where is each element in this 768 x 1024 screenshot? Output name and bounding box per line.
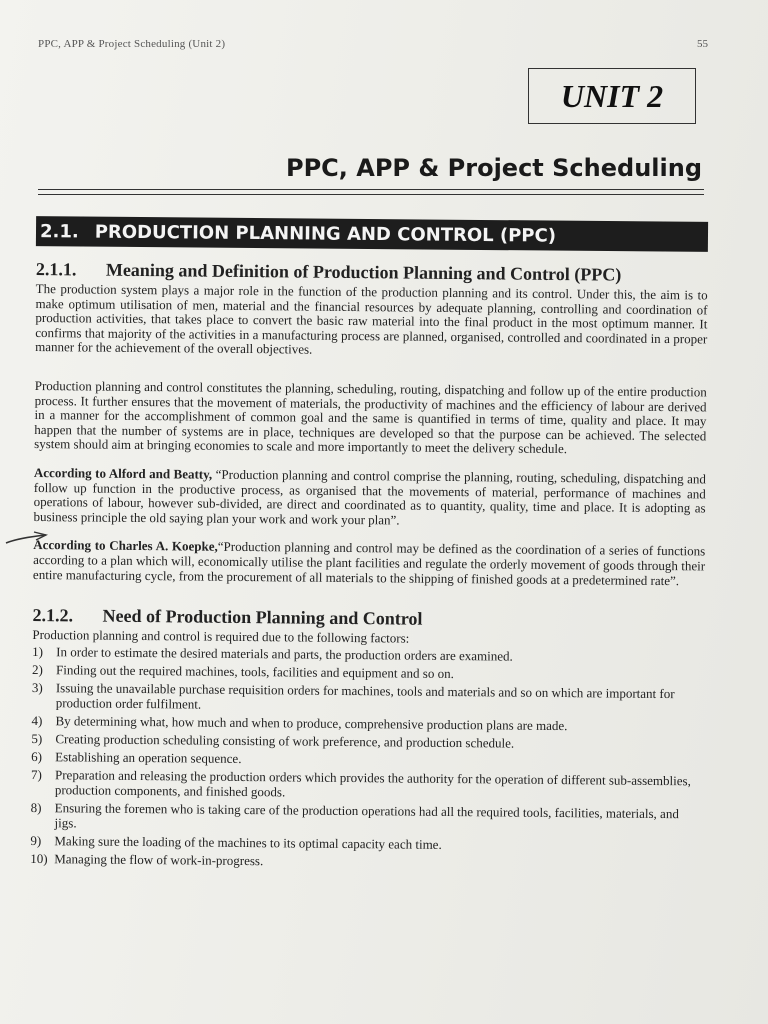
- list-item-number: 8): [30, 800, 42, 816]
- list-item-number: 9): [30, 832, 42, 849]
- list-item-text: Managing the flow of work-in-progress.: [54, 851, 264, 869]
- list-item-text: Establishing an operation sequence.: [55, 749, 242, 767]
- subsection-title-1: Meaning and Definition of Production Planning and Control (PPC): [105, 259, 622, 285]
- list-item-text: In order to estimate the desired materials and parts, the production orders are examined.: [56, 643, 513, 664]
- list-item-number: 7): [30, 767, 42, 783]
- list-item-number: 4): [31, 712, 43, 728]
- section-heading-bar: [36, 216, 708, 252]
- list-item: [30, 852, 702, 873]
- list-item-number: 5): [31, 731, 43, 747]
- unit-label-box: [528, 68, 696, 124]
- quote-alford-beatty-text: “Production planning and control comprise the planning, routing, scheduling, dispatching and follow up function in the productive process, as organised that the movements of material, performance of machines and operations of labour, however sub-divided, are direct and coordinated as to quantity, quality, time and place. It is adopting as business principle the old saying plan your work and work your plan”.: [33, 466, 706, 528]
- quote-alford-beatty: [33, 466, 706, 531]
- list-item-number: 1): [32, 643, 44, 659]
- list-item-text: Preparation and releasing the production orders which provides the authority for the operation of different sub-assemblies, production components, and finished goods.: [54, 767, 691, 800]
- list-item: [31, 801, 703, 837]
- quote-koepke-text: “Production planning and control may be defined as the coordination of a series of functions according to a plan which will, economically utilise the plant facilities and regulate the orderly movement of goods through their entire manufacturing cycle, from the procurement of all materials to the shipping of finished goods at a predetermined rate”.: [32, 539, 706, 588]
- body-content: [30, 258, 708, 877]
- need-intro: Production planning and control is required due to the following factors:: [32, 627, 410, 646]
- subsection-number-1: 2.1.1.: [35, 258, 77, 280]
- quote-alford-beatty-lead: According to Alford and Beatty,: [33, 464, 213, 482]
- unit-label: UNIT 2: [560, 77, 664, 114]
- list-item-number: 10): [30, 851, 48, 867]
- paragraph-constitutes: Production planning and control constitutes the planning, scheduling, routing, dispatching and follow up of the entire production process. It further ensures that the movement of materials, the productivity of machines and the efficiency of labour are derived in a manner for the accomplishment of common goal and the same is quantified in terms of time, quality and place. It may happen that the number of systems are in place, techniques are developed so that the purpose can be achieved. The selected system should aim at bringing economies to scale and more importantly to meet the delivery schedule.: [34, 377, 707, 457]
- page-number: 55: [697, 38, 708, 50]
- title-rule-bottom: [38, 194, 704, 195]
- list-item-text: Ensuring the foremen who is taking care of the production operations had all the required tools, facilities, materials, and jigs.: [54, 800, 679, 831]
- need-list: [30, 645, 704, 874]
- paragraph-meaning: The production system plays a major role in the function of the production planning and its control. Under this, the aim is to make optimum utilisation of men, material and the financial resources by adequate planning, controlling and coordination of production activities, that takes place to convert the basic raw material into the final product in the most optimum manner. It confirms that majority of the activities in a manufacturing process are planned, organised, controlled and coordinated in a proper manner for the achievement of the overall objectives.: [35, 280, 708, 358]
- list-item-number: 6): [31, 749, 43, 765]
- list-item-text: Issuing the unavailable purchase requisition orders for machines, tools and materials and so on which are important for production order fulfilment.: [55, 680, 675, 712]
- section-number: 2.1.: [39, 220, 79, 242]
- list-item-number: 3): [31, 680, 43, 696]
- list-item-text: Finding out the required machines, tools, facilities and equipment and so on.: [55, 662, 454, 681]
- subsection-title-2: Need of Production Planning and Control: [102, 605, 423, 629]
- subsection-number-2: 2.1.2.: [32, 605, 74, 626]
- list-item: [32, 681, 704, 717]
- title-rule-top: [38, 189, 704, 190]
- section-title: PRODUCTION PLANNING AND CONTROL (PPC): [94, 221, 557, 247]
- chapter-title: PPC, APP & Project Scheduling: [286, 154, 702, 182]
- list-item: [31, 768, 703, 804]
- running-head-title: PPC, APP & Project Scheduling (Unit 2): [38, 38, 226, 50]
- list-item-text: Making sure the loading of the machines to its optimal capacity each time.: [54, 833, 442, 852]
- list-item-text: Creating production scheduling consisting of work preference, and production schedule.: [55, 731, 515, 751]
- quote-koepke-lead: According to Charles A. Koepke,: [33, 537, 218, 555]
- list-item-text: By determining what, how much and when to produce, comprehensive production plans are made.: [55, 713, 568, 733]
- quote-koepke: [33, 538, 705, 588]
- list-item-number: 2): [31, 661, 43, 677]
